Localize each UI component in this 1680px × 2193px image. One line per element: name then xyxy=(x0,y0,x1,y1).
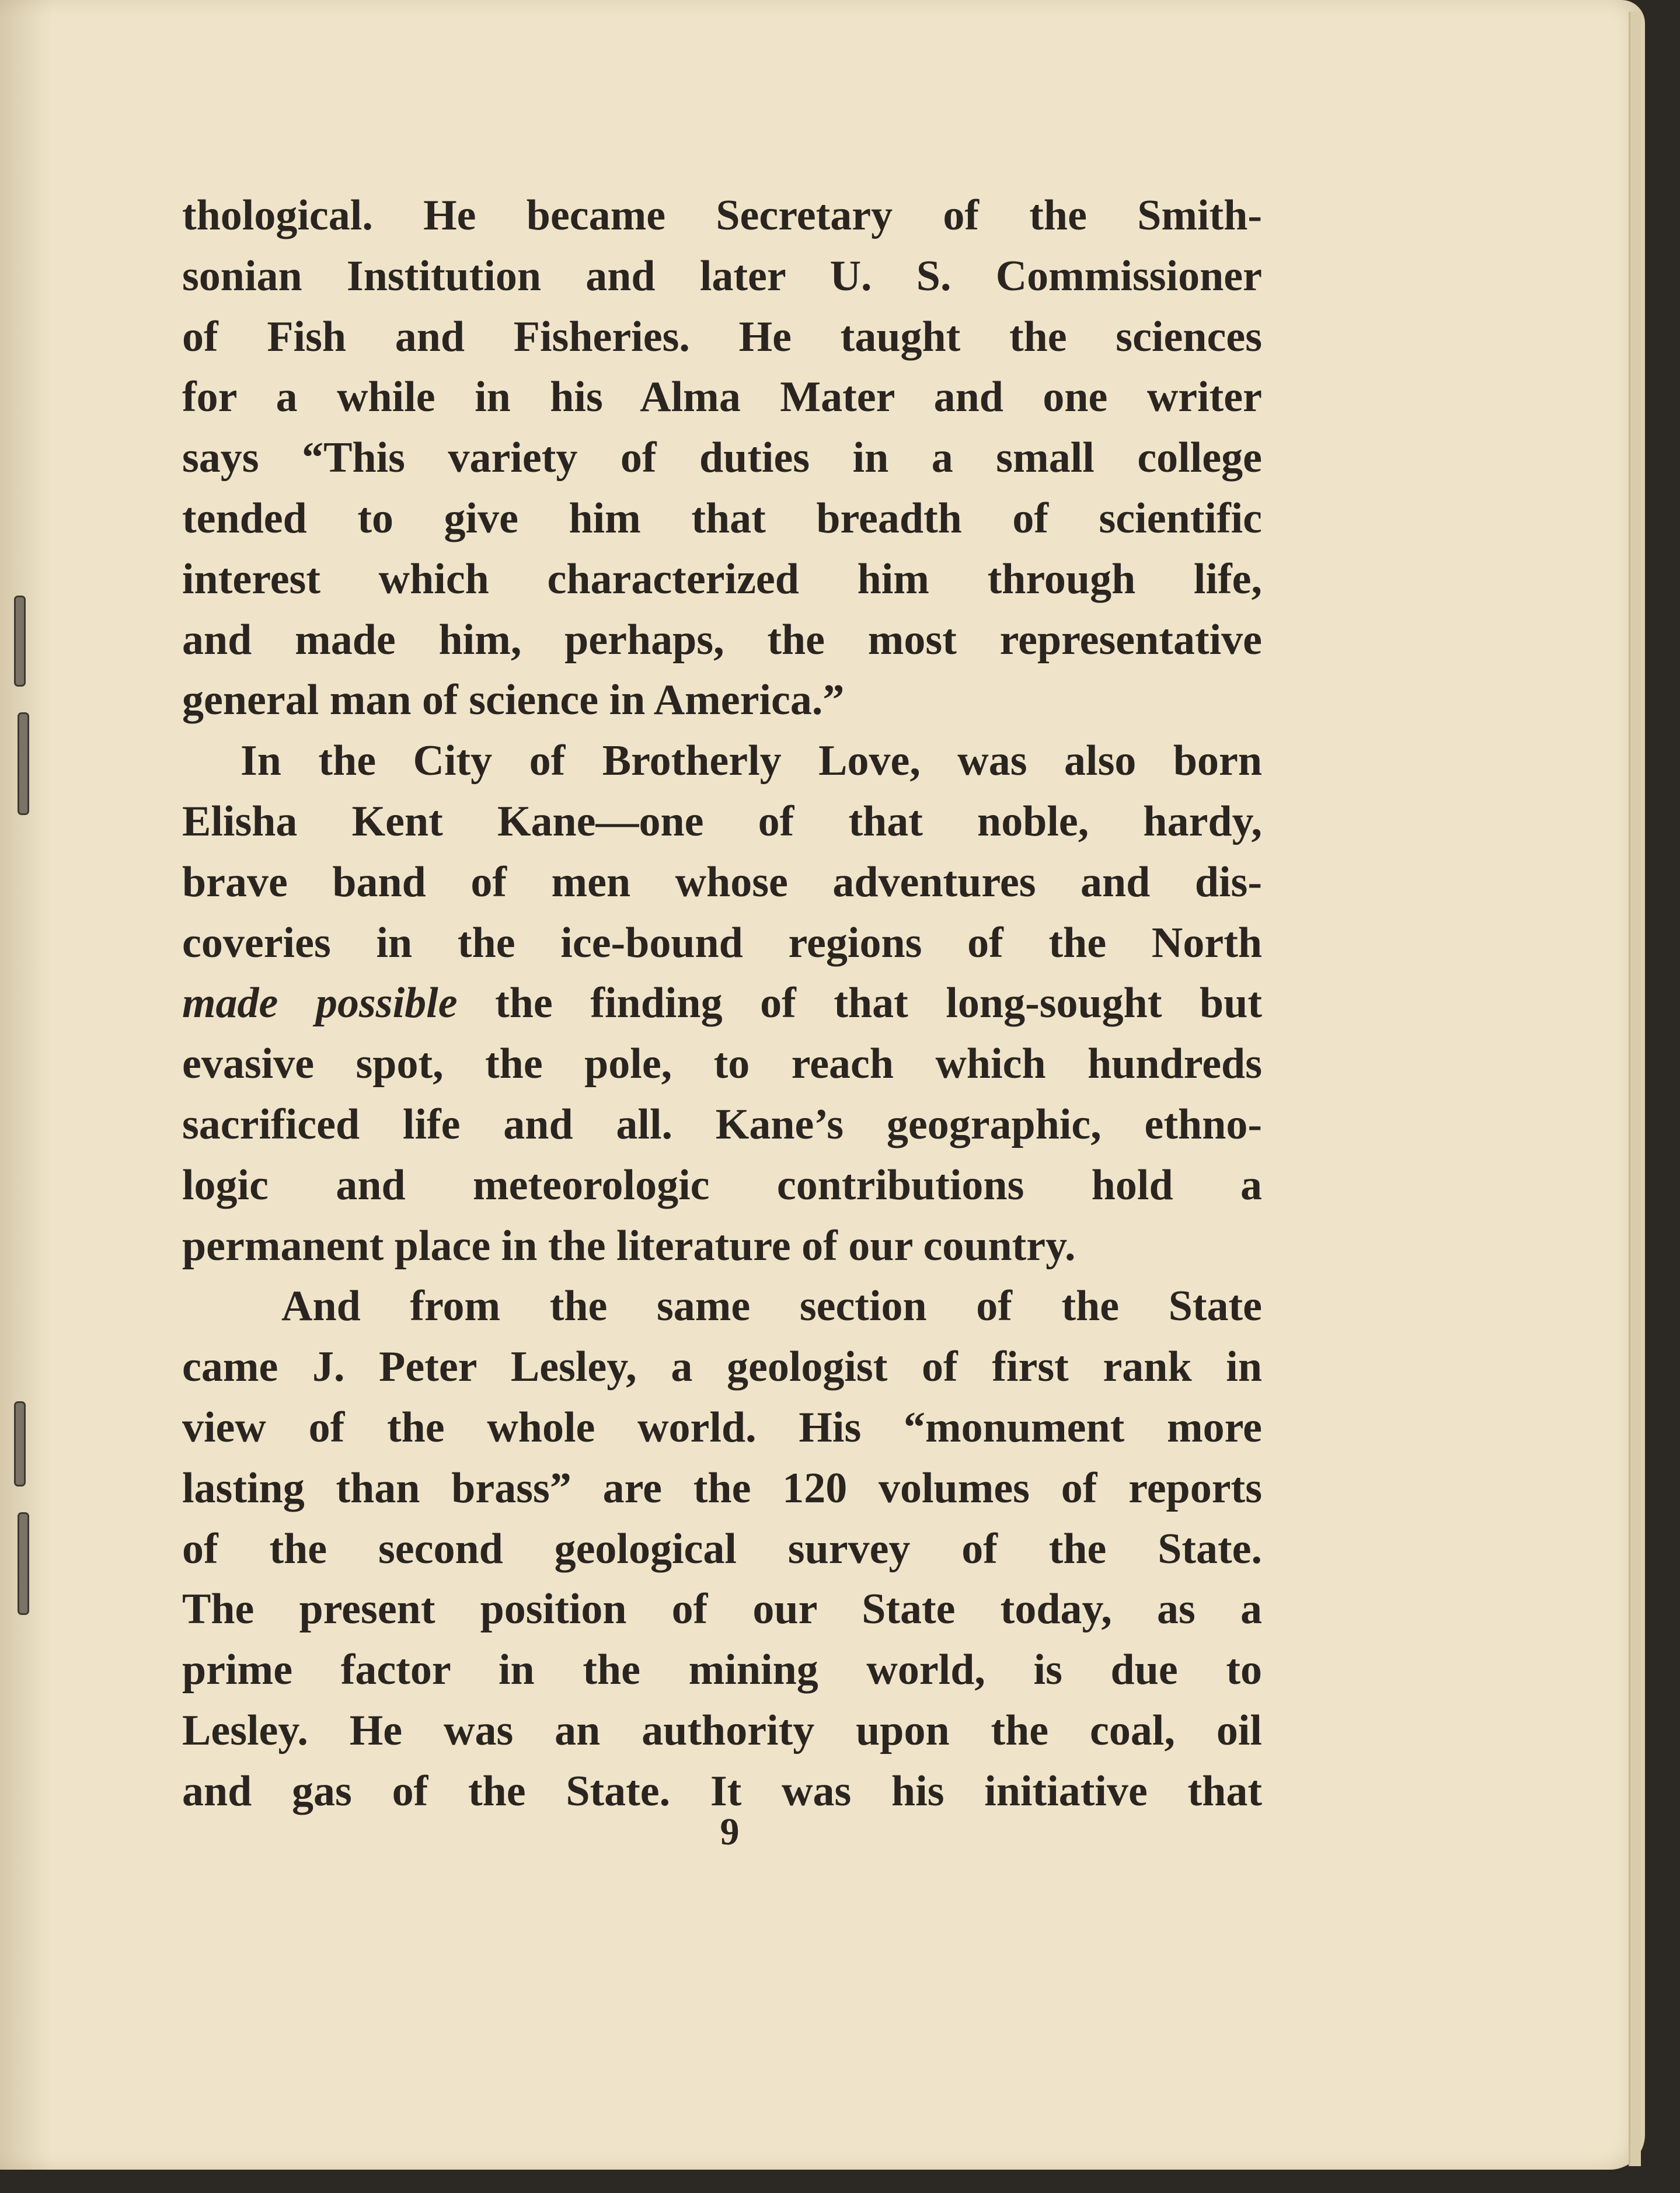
page-gutter xyxy=(0,0,53,2170)
text-line: In the City of Brotherly Love, was also born xyxy=(241,737,1262,785)
text-line: evasive spot, the pole, to reach which hundreds xyxy=(182,1040,1262,1088)
text-line: says “This variety of duties in a small college xyxy=(182,434,1262,482)
text-line: prime factor in the mining world, is due to xyxy=(182,1646,1262,1694)
text-line: view of the whole world. His “monument more xyxy=(182,1403,1262,1451)
text-line: of Fish and Fisheries. He taught the sciences xyxy=(182,312,1262,361)
text-line xyxy=(182,973,1262,1034)
text-line: came J. Peter Lesley, a geologist of first rank in xyxy=(182,1343,1262,1391)
text-line: tended to give him that breadth of scientific xyxy=(182,494,1262,542)
text-line: thological. He became Secretary of the Smith- xyxy=(182,192,1262,239)
page-edge xyxy=(1629,12,1641,2166)
binding-staple xyxy=(18,1512,29,1615)
body-text xyxy=(182,186,1262,1822)
text-segment: the finding of that long-sought but xyxy=(457,979,1263,1028)
text-line: and gas of the State. It was his initiative that xyxy=(182,1767,1262,1815)
text-line: brave band of men whose adventures and dis- xyxy=(182,858,1262,906)
text-line: coveries in the ice-bound regions of the North xyxy=(182,918,1262,967)
text-line: And from the same section of the State xyxy=(281,1282,1262,1331)
text-line: and made him, perhaps, the most representative xyxy=(182,615,1262,664)
text-line: permanent place in the literature of our country. xyxy=(182,1221,1076,1270)
text-line: logic and meteorologic contributions hold a xyxy=(182,1161,1262,1209)
page-number: 9 xyxy=(720,1811,740,1853)
text-line: for a while in his Alma Mater and one writer xyxy=(182,373,1262,422)
text-line: lasting than brass” are the 120 volumes of reports xyxy=(182,1464,1262,1512)
text-line: interest which characterized him through life, xyxy=(182,555,1262,603)
text-line: Lesley. He was an authority upon the coal, oil xyxy=(182,1706,1262,1755)
text-line: Elisha Kent Kane—one of that noble, hardy, xyxy=(182,797,1262,845)
text-line: of the second geological survey of the State. xyxy=(182,1524,1262,1573)
text-line: sonian Institution and later U. S. Commissioner xyxy=(182,252,1262,300)
text-line: general man of science in America.” xyxy=(182,676,845,725)
binding-staple xyxy=(14,596,26,687)
binding-staple xyxy=(14,1401,26,1487)
text-line: The present position of our State today, as a xyxy=(182,1585,1262,1634)
italic-emphasis: made possible xyxy=(182,979,458,1028)
binding-staple xyxy=(18,712,29,815)
text-line: sacrificed life and all. Kane’s geographic, ethno- xyxy=(182,1100,1262,1148)
